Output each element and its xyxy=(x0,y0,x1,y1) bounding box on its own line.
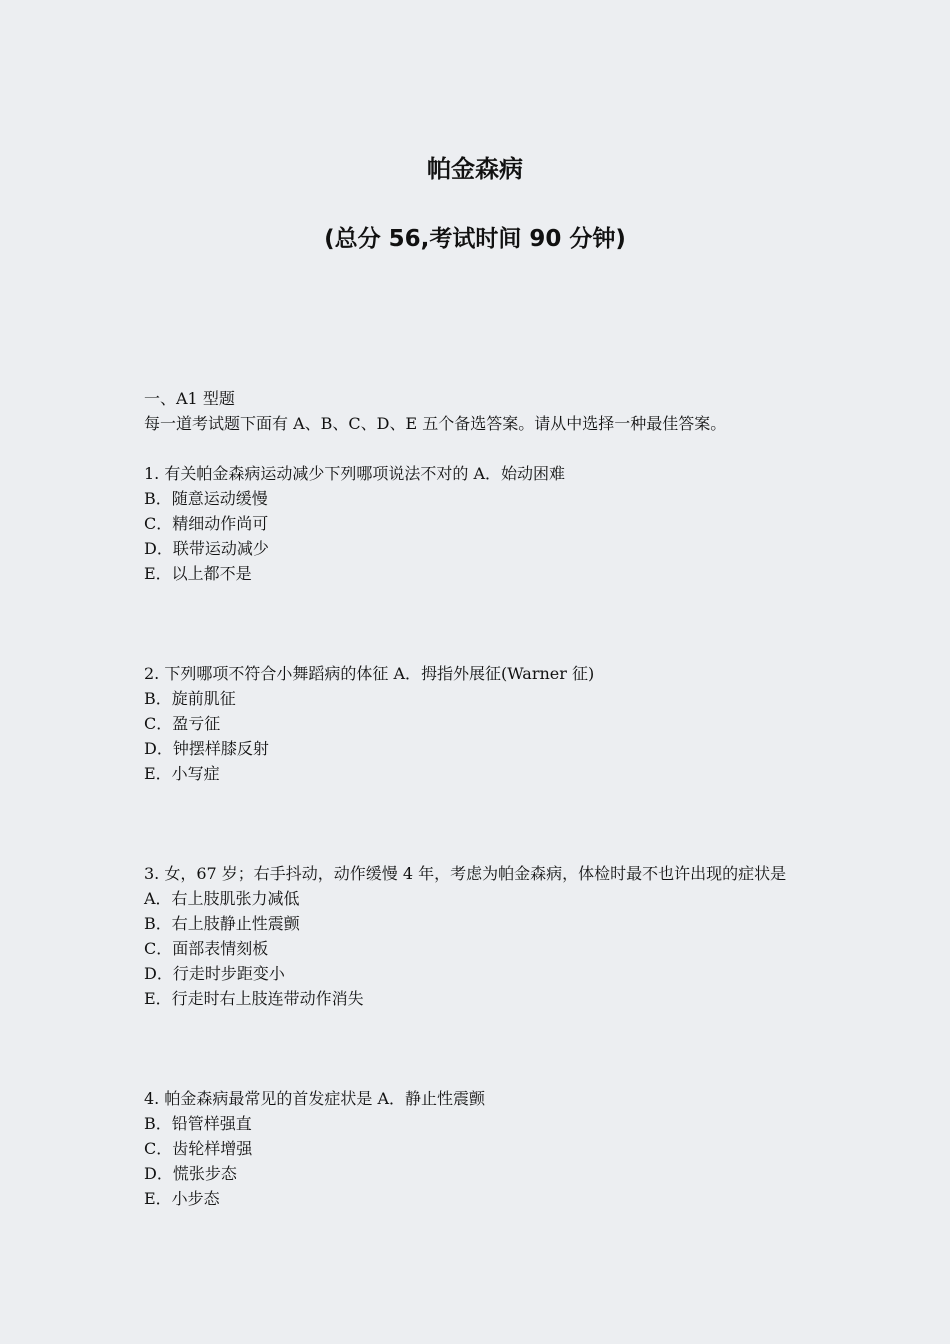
document-body xyxy=(144,386,844,1211)
section-heading: 一、A1 型题 xyxy=(144,389,235,408)
question-3 xyxy=(144,861,844,1011)
question-2 xyxy=(144,661,844,786)
option-b: B．旋前肌征 xyxy=(144,689,236,708)
option-c: C．面部表情刻板 xyxy=(144,939,269,958)
question-stem: 4. 帕金森病最常见的首发症状是 A．静止性震颤 xyxy=(144,1089,485,1108)
option-d: D．行走时步距变小 xyxy=(144,964,285,983)
option-b: B．铅管样强直 xyxy=(144,1114,252,1133)
option-b: B．随意运动缓慢 xyxy=(144,489,268,508)
option-c: C．盈亏征 xyxy=(144,714,221,733)
section-instruction: 每一道考试题下面有 A、B、C、D、E 五个备选答案。请从中选择一种最佳答案。 xyxy=(144,414,727,433)
option-e: E．以上都不是 xyxy=(144,564,252,583)
option-c: C．齿轮样增强 xyxy=(144,1139,253,1158)
option-a: A．右上肢肌张力减低 xyxy=(144,889,300,908)
option-e: E．小写症 xyxy=(144,764,220,783)
question-stem: 2. 下列哪项不符合小舞蹈病的体征 A．拇指外展征(Warner 征) xyxy=(144,664,595,683)
option-b: B．右上肢静止性震颤 xyxy=(144,914,300,933)
option-d: D．慌张步态 xyxy=(144,1164,237,1183)
question-stem: 1. 有关帕金森病运动减少下列哪项说法不对的 A．始动困难 xyxy=(144,464,565,483)
option-d: D．联带运动减少 xyxy=(144,539,269,558)
option-e: E．小步态 xyxy=(144,1189,220,1208)
option-e: E．行走时右上肢连带动作消失 xyxy=(144,989,364,1008)
option-d: D．钟摆样膝反射 xyxy=(144,739,269,758)
question-stem: 3. 女，67 岁；右手抖动，动作缓慢 4 年，考虑为帕金森病，体检时最不也许出现的症状是 xyxy=(144,864,787,883)
document-title: 帕金森病 xyxy=(427,155,523,183)
option-c: C．精细动作尚可 xyxy=(144,514,269,533)
document-subtitle: (总分 56,考试时间 90 分钟) xyxy=(324,226,626,252)
question-1 xyxy=(144,461,844,586)
question-4 xyxy=(144,1086,844,1211)
